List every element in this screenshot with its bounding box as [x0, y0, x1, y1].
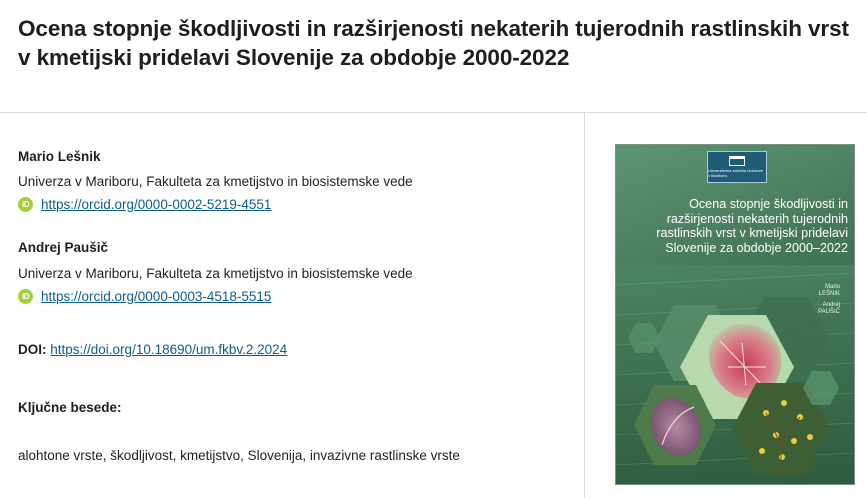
publisher-name: Univerzitetna založba Univerze v Mariboru [708, 168, 764, 178]
cover-title: Ocena stopnje škodljivosti in razširjenosti nekaterih tujerodnih rastlinskih vrst v kmetijski pridelavi Slovenije za obdobje 2000–2022 [656, 197, 848, 255]
keywords-text: alohtone vrste, škodljivost, kmetijstvo, Slovenija, invazivne rastlinske vrste [18, 448, 460, 463]
orcid-row [18, 195, 271, 213]
building-icon [729, 156, 745, 166]
column-divider [584, 113, 585, 498]
publisher-logo [707, 151, 767, 183]
page-header [0, 0, 867, 113]
author-affiliation: Univerza v Mariboru, Fakulteta za kmetijstvo in biosistemske vede [18, 174, 413, 189]
keywords-label: Ključne besede: [18, 400, 122, 415]
author-name: Andrej Paušič [18, 240, 109, 255]
cover-author-first: Andrej [822, 302, 840, 308]
orcid-link[interactable]: https://orcid.org/0000-0003-4518-5515 [41, 288, 272, 304]
orcid-icon: iD [18, 197, 33, 212]
cover-author-first: Mario [824, 284, 840, 290]
cover-author-last: LEŠNIK [818, 291, 840, 297]
doi-label: DOI: [18, 342, 47, 357]
cover-author-last: PAUŠIČ [818, 309, 840, 315]
doi-link[interactable]: https://doi.org/10.18690/um.fkbv.2.2024 [50, 342, 288, 357]
page-title: Ocena stopnje škodljivosti in razširjenosti nekaterih tujerodnih rastlinskih vrst v kmetijski pridelavi Slovenije za obdobje 2000-2022 [18, 16, 849, 70]
doi-row [18, 342, 287, 357]
orcid-link[interactable]: https://orcid.org/0000-0002-5219-4551 [41, 196, 272, 212]
author-name: Mario Lešnik [18, 149, 101, 164]
book-cover[interactable] [615, 144, 855, 485]
author-affiliation: Univerza v Mariboru, Fakulteta za kmetijstvo in biosistemske vede [18, 266, 413, 281]
orcid-row [18, 287, 271, 305]
orcid-icon: iD [18, 289, 33, 304]
